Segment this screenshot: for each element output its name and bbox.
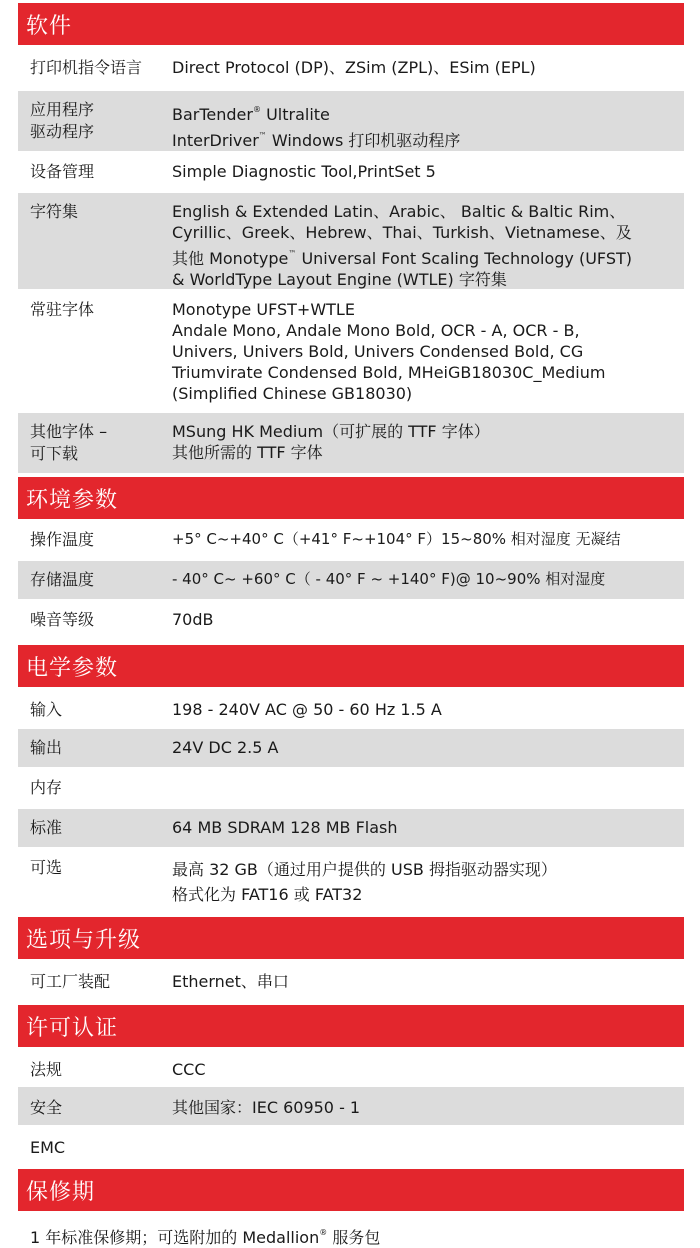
spec-row-input [18,687,684,729]
row-value: Simple Diagnostic Tool,PrintSet 5 [172,162,436,181]
spec-row-regulatory [18,1047,684,1087]
trademark-mark: ™ [288,249,297,258]
value-line [172,125,678,151]
value-line [172,99,678,125]
spec-row-output [18,729,684,769]
row-label: 常驻字体 [30,300,95,319]
section-title: 选项与升级 [26,927,142,953]
row-label: 法规 [30,1060,63,1079]
spec-row-downloadable-fonts [18,413,684,475]
value-line: English & Extended Latin、Arabic、 Baltic & Baltic Rim、 [172,202,626,221]
row-label: 噪音等级 [30,610,95,629]
section-title: 软件 [26,13,73,39]
spec-row-emc [18,1127,684,1167]
row-value: CCC [172,1060,206,1079]
section-header-options [18,917,684,959]
registered-mark: ® [252,105,261,114]
row-label: 输入 [30,700,63,719]
value-text: Windows 打印机驱动程序 [266,131,461,150]
spec-row-memory-optional [18,849,684,913]
row-value: 70dB [172,610,214,629]
row-value: Direct Protocol (DP)、ZSim (ZPL)、ESim (EPL) [172,58,536,77]
section-header-software [18,3,684,45]
value-line: MSung HK Medium（可扩展的 TTF 字体） [172,422,490,441]
row-value: 24V DC 2.5 A [172,738,279,757]
row-value [172,99,678,150]
value-line: Triumvirate Condensed Bold, MHeiGB18030C_Medium [172,363,606,382]
value-line [172,243,678,269]
section-title: 许可认证 [26,1015,119,1041]
row-label: EMC [30,1138,66,1157]
spec-row-memory [18,769,684,809]
row-label: 操作温度 [30,530,95,549]
row-label: 存储温度 [30,570,95,589]
value-text: BarTender [172,105,253,124]
warranty-text-part: 服务包 [327,1228,381,1247]
spec-row-operating-temp [18,519,684,561]
spec-row-memory-standard [18,809,684,849]
section-header-environment [18,477,684,519]
row-value [172,421,678,465]
row-label: 输出 [30,738,63,757]
row-label [30,99,172,143]
row-value [172,201,678,289]
row-label: 标准 [30,818,63,837]
row-label-line: 可下载 [30,444,79,463]
value-line: (Simplified Chinese GB18030) [172,384,413,403]
spec-row-command-language [18,45,684,91]
value-text: Ultralite [260,105,330,124]
spec-row-noise-level [18,601,684,643]
value-text: InterDriver [172,131,259,150]
section-header-warranty [18,1169,684,1211]
section-title: 电学参数 [26,655,119,681]
value-text: Universal Font Scaling Technology (UFST) [296,249,633,268]
row-label-line: 其他字体 – [30,422,108,441]
row-value: +5° C~+40° C（+41° F~+104° F）15~80% 相对湿度 无凝结 [172,530,621,548]
spec-row-factory-options [18,959,684,1005]
row-value [172,777,678,799]
row-label: 设备管理 [30,162,95,181]
row-value: - 40° C~ +60° C（ - 40° F ~ +140° F)@ 10~90% 相对湿度 [172,570,606,588]
value-line: & WorldType Layout Engine (WTLE) 字符集 [172,270,507,289]
row-value [172,1137,678,1157]
spec-row-safety [18,1087,684,1127]
row-label: 可选 [30,858,63,877]
spec-row-applications [18,91,684,153]
spec-row-device-management [18,153,684,193]
section-header-electrical [18,645,684,687]
row-label [30,421,172,465]
section-title: 环境参数 [26,487,119,513]
row-value [172,857,678,903]
row-value: Ethernet、串口 [172,972,289,991]
warranty-text [18,1211,684,1248]
row-value [172,299,678,403]
value-line: Andale Mono, Andale Mono Bold, OCR - A, OCR - B, [172,321,580,340]
section-header-certifications [18,1005,684,1047]
spec-row-resident-fonts [18,291,684,413]
row-label: 安全 [30,1098,63,1117]
value-line: 其他所需的 TTF 字体 [172,443,323,462]
row-value: 198 - 240V AC @ 50 - 60 Hz 1.5 A [172,700,442,719]
spec-row-character-sets [18,193,684,291]
row-value: 64 MB SDRAM 128 MB Flash [172,818,398,837]
row-label-line: 应用程序 [30,100,95,119]
trademark-mark: ™ [258,131,267,140]
value-text: 其他 Monotype [172,249,289,268]
row-label-line: 驱动程序 [30,122,95,141]
warranty-text-part: 1 年标准保修期；可选附加的 Medallion [30,1228,320,1247]
value-line: Univers, Univers Bold, Univers Condensed Bold, CG [172,342,584,361]
spec-sheet [18,0,684,1248]
row-label: 打印机指令语言 [30,58,143,77]
value-line: Monotype UFST+WTLE [172,300,355,319]
row-label: 字符集 [30,202,79,221]
row-label: 可工厂装配 [30,972,111,991]
row-label: 内存 [30,778,63,797]
spec-row-storage-temp [18,561,684,601]
value-line: 最高 32 GB（通过用户提供的 USB 拇指驱动器实现） [172,860,557,879]
section-title: 保修期 [26,1179,96,1205]
value-line: 格式化为 FAT16 或 FAT32 [172,885,363,904]
value-line: Cyrillic、Greek、Hebrew、Thai、Turkish、Vietnamese、及 [172,223,632,242]
row-value: 其他国家：IEC 60950 - 1 [172,1098,361,1117]
registered-mark: ® [319,1228,328,1237]
